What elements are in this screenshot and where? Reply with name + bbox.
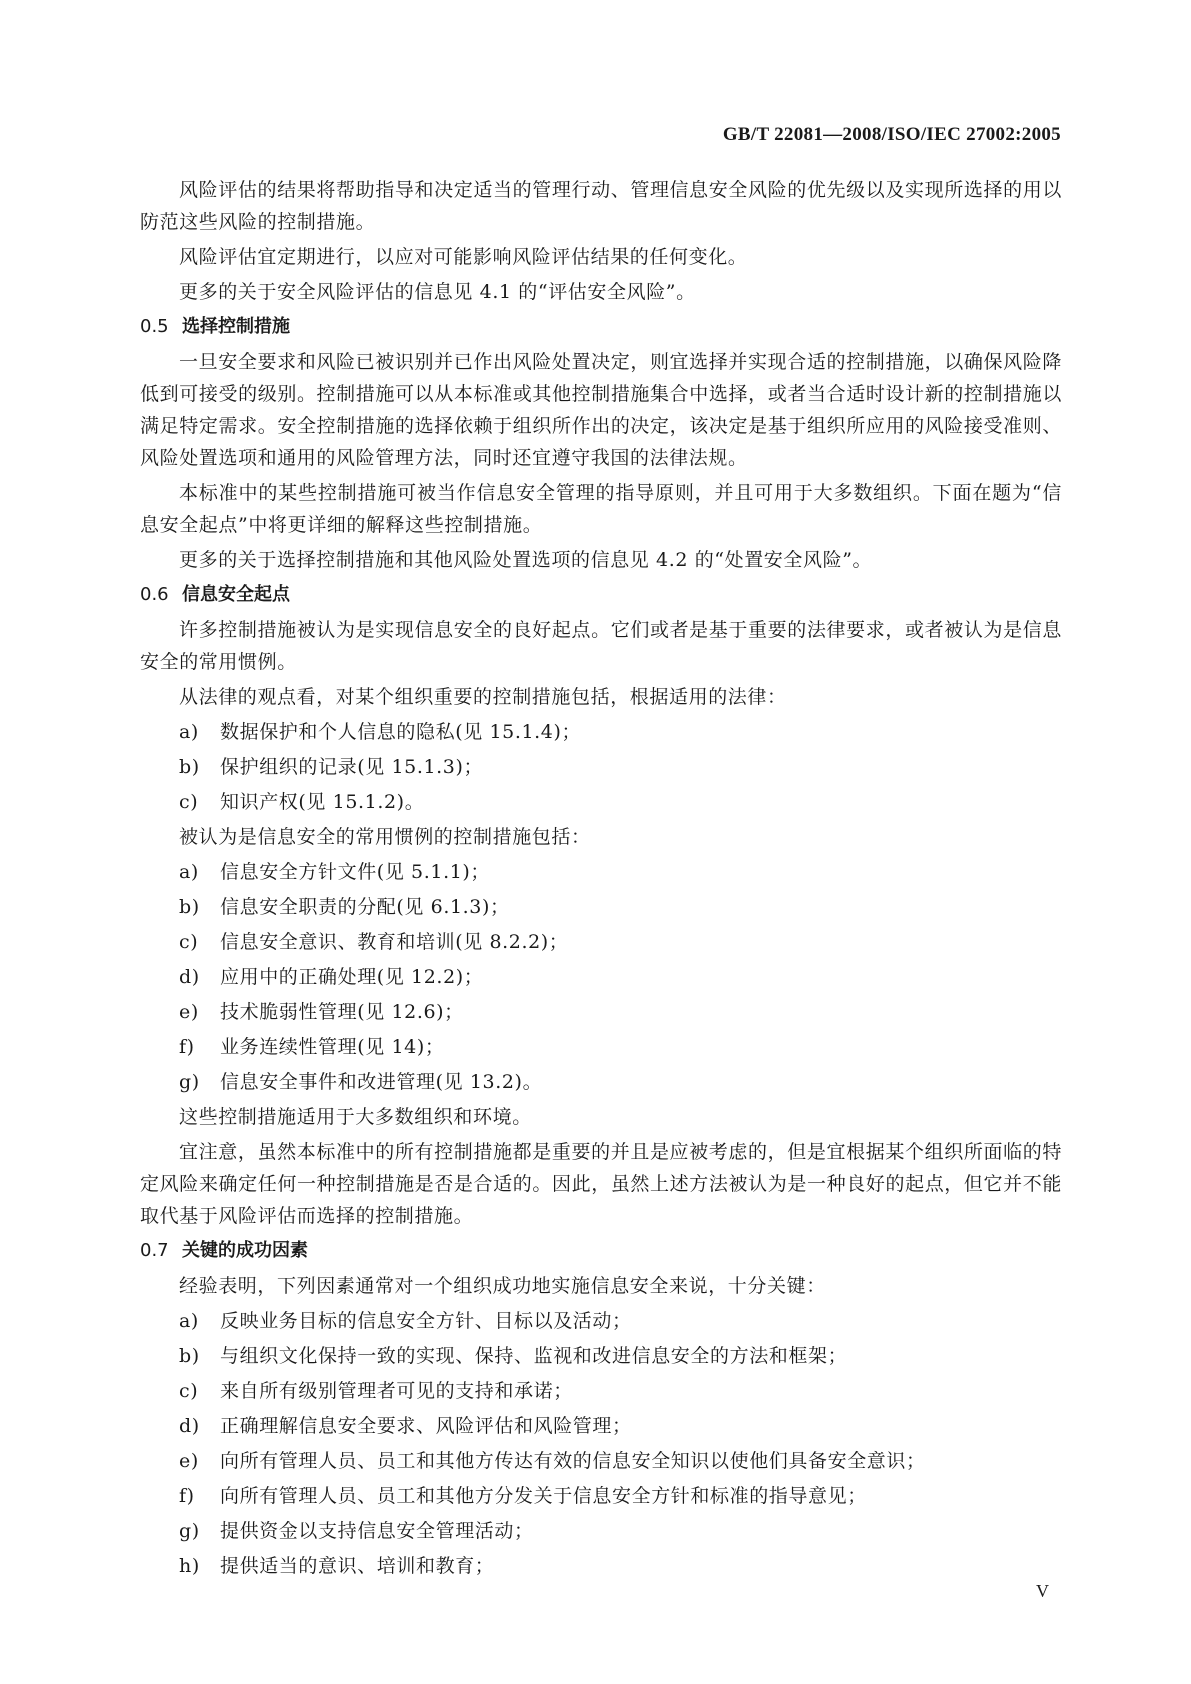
paragraph: 许多控制措施被认为是实现信息安全的良好起点。它们或者是基于重要的法律要求，或者被认为是信息安全的常用惯例。 <box>140 619 1062 673</box>
list-item <box>140 1340 1062 1372</box>
list-marker: f) <box>179 1036 195 1058</box>
list-text: 业务连续性管理(见 14)； <box>220 1036 445 1058</box>
list-item <box>140 1480 1062 1512</box>
paragraph: 宜注意，虽然本标准中的所有控制措施都是重要的并且是应被考虑的，但是宜根据某个组织所面临的特定风险来确定任何一种控制措施是否是合适的。因此，虽然上述方法被认为是一种良好的起点，但它并不能取代基于风险评估而选择的控制措施。 <box>140 1141 1062 1227</box>
paragraph: 从法律的观点看，对某个组织重要的控制措施包括，根据适用的法律： <box>179 686 787 708</box>
list-text: 向所有管理人员、员工和其他方传达有效的信息安全知识以使他们具备安全意识； <box>220 1450 926 1472</box>
list-text: 提供资金以支持信息安全管理活动； <box>220 1520 534 1542</box>
list-text: 应用中的正确处理(见 12.2)； <box>220 966 484 988</box>
standard-code-header: GB/T 22081—2008/ISO/IEC 27002:2005 <box>722 124 1061 145</box>
page-body <box>140 174 1062 1585</box>
section-title: 选择控制措施 <box>182 316 290 337</box>
list-marker: h) <box>179 1555 200 1577</box>
list-item <box>140 1305 1062 1337</box>
paragraph: 更多的关于选择控制措施和其他风险处置选项的信息见 4.2 的“处置安全风险”。 <box>179 549 873 571</box>
list-text: 信息安全职责的分配(见 6.1.3)； <box>220 896 510 918</box>
list-text: 来自所有级别管理者可见的支持和承诺； <box>220 1380 573 1402</box>
list-text: 提供适当的意识、培训和教育； <box>220 1555 495 1577</box>
paragraph: 这些控制措施适用于大多数组织和环境。 <box>179 1106 532 1128</box>
list-item <box>140 786 1062 818</box>
list-marker: c) <box>179 1380 199 1402</box>
list-text: 正确理解信息安全要求、风险评估和风险管理； <box>220 1415 632 1437</box>
list-marker: a) <box>179 721 199 743</box>
section-heading-0-6 <box>140 579 1062 611</box>
paragraph: 风险评估的结果将帮助指导和决定适当的管理行动、管理信息安全风险的优先级以及实现所选择的用以防范这些风险的控制措施。 <box>140 179 1062 233</box>
list-marker: a) <box>179 861 199 883</box>
list-item <box>140 716 1062 748</box>
list-item <box>140 1550 1062 1582</box>
list-marker: e) <box>179 1001 199 1023</box>
section-heading-0-7 <box>140 1235 1062 1267</box>
paragraph: 本标准中的某些控制措施可被当作信息安全管理的指导原则，并且可用于大多数组织。下面在题为“信息安全起点”中将更详细的解释这些控制措施。 <box>140 482 1062 536</box>
list-item <box>140 926 1062 958</box>
list-marker: g) <box>179 1520 200 1542</box>
paragraph: 更多的关于安全风险评估的信息见 4.1 的“评估安全风险”。 <box>179 281 696 303</box>
list-marker: f) <box>179 1485 195 1507</box>
list-marker: b) <box>179 756 200 778</box>
list-item <box>140 1375 1062 1407</box>
list-marker: b) <box>179 1345 200 1367</box>
list-item <box>140 996 1062 1028</box>
list-marker: e) <box>179 1450 199 1472</box>
paragraph: 被认为是信息安全的常用惯例的控制措施包括： <box>179 826 591 848</box>
list-text: 数据保护和个人信息的隐私(见 15.1.4)； <box>220 721 582 743</box>
list-text: 技术脆弱性管理(见 12.6)； <box>220 1001 464 1023</box>
list-item <box>140 891 1062 923</box>
paragraph: 风险评估宜定期进行，以应对可能影响风险评估结果的任何变化。 <box>179 246 748 268</box>
list-marker: g) <box>179 1071 200 1093</box>
page-number: V <box>1036 1581 1049 1601</box>
list-text: 保护组织的记录(见 15.1.3)； <box>220 756 484 778</box>
paragraph: 经验表明，下列因素通常对一个组织成功地实施信息安全来说，十分关键： <box>179 1275 826 1297</box>
list-marker: d) <box>179 966 200 988</box>
list-item <box>140 1410 1062 1442</box>
list-item <box>140 856 1062 888</box>
list-item <box>140 751 1062 783</box>
list-marker: b) <box>179 896 200 918</box>
section-number: 0.7 <box>140 1240 169 1261</box>
list-item <box>140 1031 1062 1063</box>
list-marker: d) <box>179 1415 200 1437</box>
list-marker: c) <box>179 791 199 813</box>
section-number: 0.6 <box>140 584 169 605</box>
list-item <box>140 1445 1062 1477</box>
section-title: 关键的成功因素 <box>182 1240 308 1261</box>
section-number: 0.5 <box>140 316 169 337</box>
list-marker: a) <box>179 1310 199 1332</box>
list-text: 反映业务目标的信息安全方针、目标以及活动； <box>220 1310 632 1332</box>
list-text: 信息安全方针文件(见 5.1.1)； <box>220 861 491 883</box>
list-text: 与组织文化保持一致的实现、保持、监视和改进信息安全的方法和框架； <box>220 1345 848 1367</box>
paragraph: 一旦安全要求和风险已被识别并已作出风险处置决定，则宜选择并实现合适的控制措施，以确保风险降低到可接受的级别。控制措施可以从本标准或其他控制措施集合中选择，或者当合适时设计新的控制措施以满足特定需求。安全控制措施的选择依赖于组织所作出的决定，该决定是基于组织所应用的风险接受准则、风险处置选项和通用的风险管理方法，同时还宜遵守我国的法律法规。 <box>140 351 1062 469</box>
list-marker: c) <box>179 931 199 953</box>
list-item <box>140 1515 1062 1547</box>
list-text: 知识产权(见 15.1.2)。 <box>220 791 425 813</box>
list-text: 向所有管理人员、员工和其他方分发关于信息安全方针和标准的指导意见； <box>220 1485 867 1507</box>
list-item <box>140 1066 1062 1098</box>
list-text: 信息安全事件和改进管理(见 13.2)。 <box>220 1071 543 1093</box>
list-text: 信息安全意识、教育和培训(见 8.2.2)； <box>220 931 569 953</box>
section-heading-0-5 <box>140 311 1062 343</box>
section-title: 信息安全起点 <box>182 584 290 605</box>
list-item <box>140 961 1062 993</box>
